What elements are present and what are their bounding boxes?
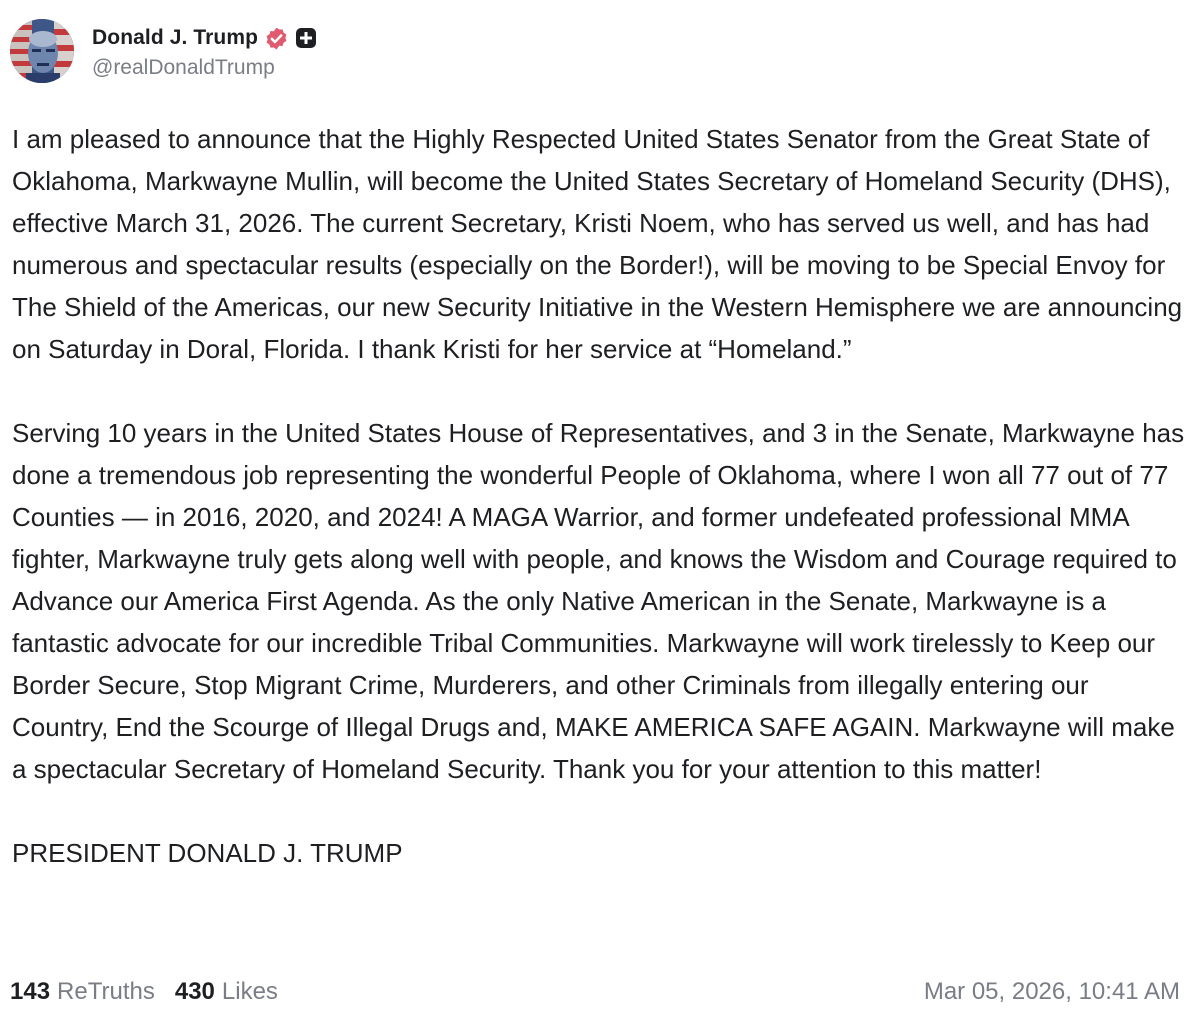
likes-label: Likes bbox=[221, 978, 278, 1005]
display-name[interactable]: Donald J. Trump bbox=[92, 26, 259, 49]
post-footer bbox=[10, 972, 1180, 1012]
likes-count: 430 bbox=[174, 978, 215, 1005]
retruths-stat[interactable] bbox=[10, 978, 155, 1006]
user-handle[interactable]: @realDonaldTrump bbox=[92, 56, 275, 79]
post-header bbox=[10, 18, 317, 84]
verified-badge-icon bbox=[264, 26, 289, 51]
name-row bbox=[92, 22, 317, 54]
likes-stat[interactable] bbox=[175, 978, 278, 1006]
retruths-count: 143 bbox=[10, 978, 51, 1005]
post-timestamp[interactable]: Mar 05, 2026, 10:41 AM bbox=[923, 978, 1180, 1005]
author-names bbox=[92, 22, 317, 80]
post-paragraph: Serving 10 years in the United States House of Representatives, and 3 in the Senate, Markwayne has done a tremendous job representing the wonderful People of Oklahoma, where I won all 77 out of 77 Counties — in 2016, 2020, and 2024! A MAGA Warrior, and former undefeated professional MMA fighter, Markwayne truly gets along well with people, and knows the Wisdom and Courage required to Advance our America First Agenda. As the only Native American in the Senate, Markwayne is a fantastic advocate for our incredible Tribal Communities. Markwayne will work tirelessly to Keep our Border Secure, Stop Migrant Crime, Murderers, and other Criminals from illegally entering our Country, End the Scourge of Illegal Drugs and, MAKE AMERICA SAFE AGAIN. Markwayne will make a spectacular Secretary of Homeland Security. Thank you for your attention to this matter! bbox=[12, 418, 1185, 784]
post-stats bbox=[10, 978, 298, 1006]
retruths-label: ReTruths bbox=[57, 978, 155, 1005]
avatar[interactable] bbox=[10, 19, 74, 83]
truth-plus-icon bbox=[295, 27, 317, 49]
avatar-image bbox=[10, 19, 74, 83]
post-body bbox=[12, 118, 1192, 874]
post-signature: PRESIDENT DONALD J. TRUMP bbox=[12, 838, 403, 868]
post-paragraph: I am pleased to announce that the Highly Respected United States Senator from the Great State of Oklahoma, Markwayne Mullin, will become the United States Secretary of Homeland Security (DHS), effective March 31, 2026. The current Secretary, Kristi Noem, who has served us well, and has had numerous and spectacular results (especially on the Border!), will be moving to be Special Envoy for The Shield of the Americas, our new Security Initiative in the Western Hemisphere we are announcing on Saturday in Doral, Florida. I thank Kristi for her service at “Homeland.” bbox=[12, 124, 1183, 364]
